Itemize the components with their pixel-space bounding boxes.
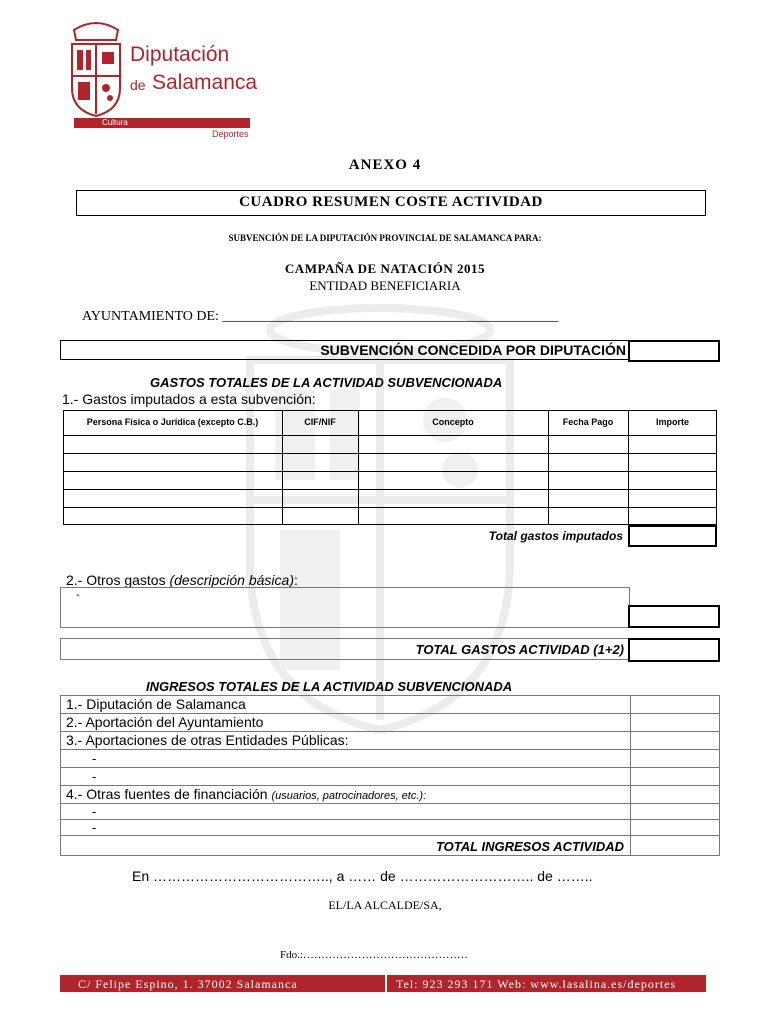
ingreso-row-otras	[66, 786, 426, 802]
entidad-label: ENTIDAD BENEFICIARIA	[309, 278, 461, 293]
footer-address: C/ Felipe Espino, 1. 37002 Salamanca	[78, 977, 298, 991]
ingreso-row-entidades-item-2: -	[92, 769, 97, 784]
band-left-label: Cultura	[102, 118, 128, 127]
otros-colon: :	[293, 572, 298, 588]
band-right-label: Deportes	[212, 129, 249, 139]
gastos-heading: GASTOS TOTALES DE LA ACTIVIDAD SUBVENCIONADA	[150, 375, 503, 390]
col-cif: CIF/NIF	[304, 417, 336, 427]
total-imputados-field[interactable]	[628, 525, 717, 547]
ingresos-heading: INGRESOS TOTALES DE LA ACTIVIDAD SUBVENCIONADA	[146, 679, 513, 694]
firma-line: Fdo.:………………………………………	[280, 949, 468, 961]
logo-line1: Diputación	[130, 43, 230, 66]
page-title: ANEXO 4	[348, 157, 422, 173]
otros-gastos-item: -	[76, 589, 80, 601]
footer-contact: Tel: 923 293 171 Web: www.lasalina.es/deportes	[396, 977, 677, 991]
crest-icon	[66, 18, 126, 118]
logo	[66, 18, 266, 140]
otros-label-text: 2.- Otros gastos	[66, 572, 166, 588]
otras-desc-text: (usuarios, patrocinadores, etc.):	[271, 790, 427, 802]
cuadro-title: CUADRO RESUMEN COSTE ACTIVIDAD	[239, 194, 543, 210]
otros-gastos-amount-field[interactable]	[628, 605, 720, 628]
alcalde-label: EL/LA ALCALDE/SA,	[328, 898, 442, 912]
ingreso-row-diputacion: 1.- Diputación de Salamanca	[66, 696, 246, 712]
subvencion-line: SUBVENCIÓN DE LA DIPUTACIÓN PROVINCIAL DE SALAMANCA PARA:	[228, 233, 542, 243]
ingreso-row-entidades: 3.- Aportaciones de otras Entidades Públicas:	[66, 732, 349, 748]
otros-gastos-area[interactable]	[60, 587, 630, 628]
logo-line2: Salamanca	[152, 71, 258, 94]
col-fecha: Fecha Pago	[562, 417, 614, 427]
ingreso-row-otras-item-1: -	[92, 804, 97, 819]
campana-title: CAMPAÑA DE NATACIÓN 2015	[284, 261, 486, 276]
ingreso-row-entidades-item-1: -	[92, 751, 97, 766]
otros-desc-text: (descripción básica)	[169, 572, 294, 588]
col-concepto: Concepto	[432, 417, 474, 427]
total-actividad-field[interactable]	[628, 638, 720, 662]
total-imputados-label: Total gastos imputados	[488, 529, 623, 543]
gastos-imputados-label: 1.- Gastos imputados a esta subvención:	[62, 391, 316, 407]
otros-gastos-label	[66, 572, 298, 588]
fecha-line: En ……………………………….., a …… de ……………………….. de ……..	[132, 868, 593, 884]
logo-line2-prefix: de	[130, 77, 146, 93]
total-ingresos-label: TOTAL INGRESOS ACTIVIDAD	[435, 839, 624, 854]
concedida-label: SUBVENCIÓN CONCEDIDA POR DIPUTACIÓN	[320, 342, 626, 358]
ingreso-row-otras-item-2: -	[92, 820, 97, 835]
otras-label-text: 4.- Otras fuentes de financiación	[66, 786, 268, 802]
col-importe: Importe	[655, 417, 689, 427]
ingreso-row-ayuntamiento: 2.- Aportación del Ayuntamiento	[66, 714, 264, 730]
logo-band	[74, 118, 250, 128]
ayuntamiento-field: AYUNTAMIENTO DE: ________________________________________________	[82, 309, 559, 324]
col-persona: Persona Física o Jurídica (excepto C.B.)	[86, 417, 259, 427]
footer-divider	[385, 975, 387, 992]
concedida-amount-field[interactable]	[628, 340, 720, 362]
total-actividad-label: TOTAL GASTOS ACTIVIDAD (1+2)	[415, 642, 624, 657]
